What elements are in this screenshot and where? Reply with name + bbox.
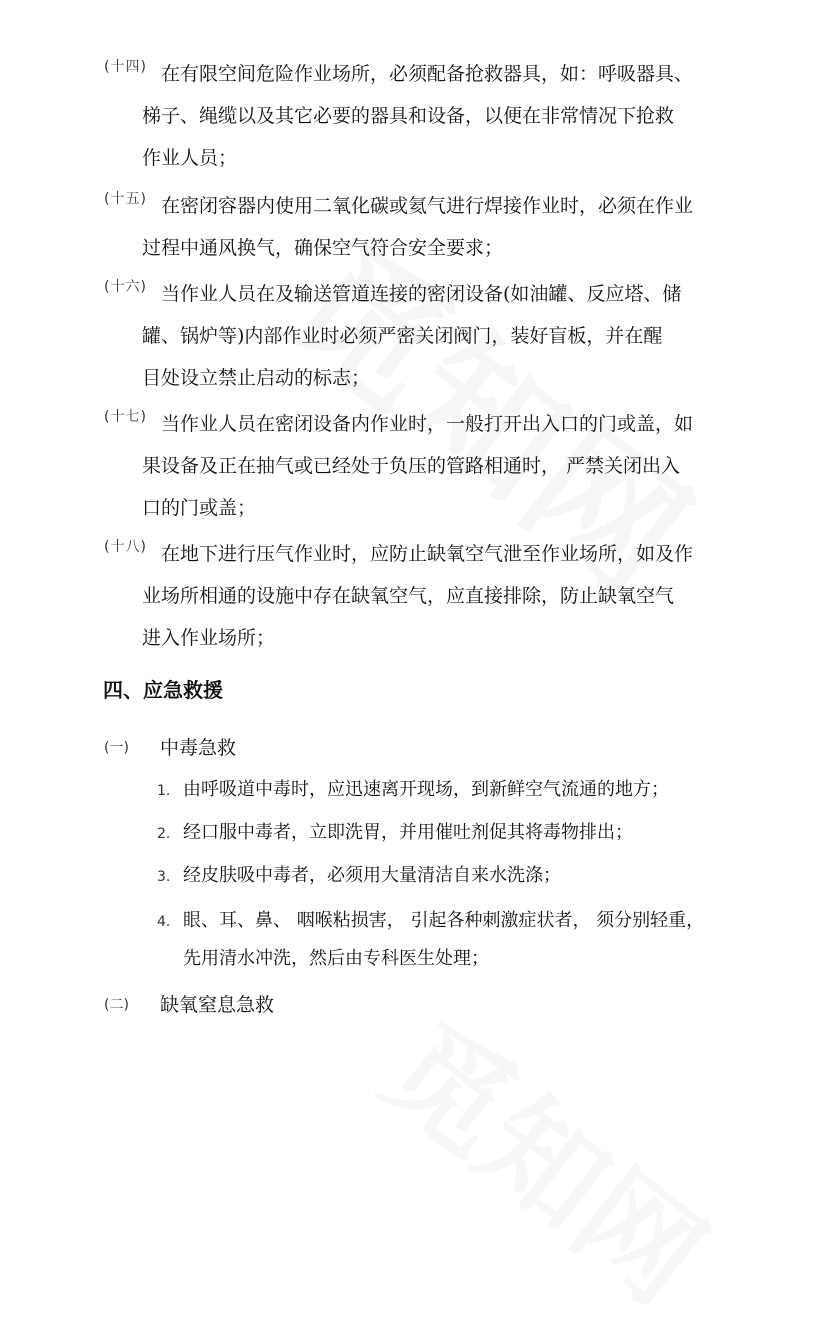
clause-line: 罐、锅炉等)内部作业时必须严密关闭阀门，装好盲板，并在醒 (142, 325, 663, 347)
subsection-number: (一) (104, 739, 129, 756)
clause-16 (104, 273, 744, 399)
item-text: 由呼吸道中毒时，应迅速离开现场，到新鲜空气流通的地方； (183, 779, 669, 800)
item-number: 1. (157, 783, 171, 799)
subsection-2 (104, 990, 274, 1017)
clause-line: 目处设立禁止启动的标志； (142, 367, 371, 389)
clause-number: (十四) (104, 59, 147, 75)
clause-line: 过程中通风换气，确保空气符合安全要求； (142, 237, 504, 259)
item-number: 2. (157, 826, 171, 842)
section-heading: 四、应急救援 (103, 678, 223, 702)
clause-17 (104, 403, 744, 529)
list-item (157, 814, 633, 852)
clause-line: 业场所相通的设施中存在缺氧空气，应直接排除，防止缺氧空气 (142, 585, 675, 607)
item-text: 眼、耳、鼻、 咽喉粘损害， 引起各种刺激症状者， 须分别轻重， (183, 910, 705, 931)
clause-line: 果设备及正在抽气或已经处于负压的管路相通时， 严禁关闭出入 (142, 455, 681, 477)
clause-line: 在地下进行压气作业时，应防止缺氧空气泄至作业场所，如及作 (161, 543, 694, 565)
clause-number: (十五) (104, 191, 147, 207)
subsection-number: (二) (104, 996, 129, 1013)
clause-18 (104, 533, 744, 659)
clause-15 (104, 185, 744, 269)
clause-line: 在有限空间危险作业场所，必须配备抢救器具，如：呼吸器具、 (161, 63, 694, 85)
clause-line: 梯子、绳缆以及其它必要的器具和设备，以便在非常情况下抢救 (142, 105, 675, 127)
clause-line: 作业人员； (142, 147, 238, 169)
list-item (157, 771, 669, 809)
clause-line: 进入作业场所； (142, 627, 276, 649)
item-text: 经皮肤吸中毒者，必须用大量清洁自来水洗涤； (183, 865, 561, 886)
clause-line: 当作业人员在密闭设备内作业时，一般打开出入口的门或盖，如 (161, 413, 694, 435)
list-item (157, 902, 704, 978)
subsection-title: 缺氧窒息急救 (160, 994, 275, 1016)
item-text: 先用清水冲洗，然后由专科医生处理； (183, 948, 489, 969)
clause-line: 当作业人员在及输送管道连接的密闭设备(如油罐、反应塔、储 (161, 283, 682, 305)
watermark (355, 977, 745, 1334)
subsection-title: 中毒急救 (160, 737, 237, 759)
subsection-1 (104, 733, 236, 760)
item-number: 3. (157, 869, 171, 885)
list-item (157, 857, 561, 895)
clause-line: 口的门或盖； (142, 497, 257, 519)
clause-line: 在密闭容器内使用二氧化碳或氦气进行焊接作业时，必须在作业 (161, 195, 694, 217)
clause-number: (十七) (104, 409, 147, 425)
clause-number: (十六) (104, 279, 147, 295)
clause-14 (104, 53, 744, 179)
item-text: 经口服中毒者，立即洗胃，并用催吐剂促其将毒物排出； (183, 822, 633, 843)
clause-number: (十八) (104, 539, 147, 555)
item-number: 4. (157, 914, 171, 930)
